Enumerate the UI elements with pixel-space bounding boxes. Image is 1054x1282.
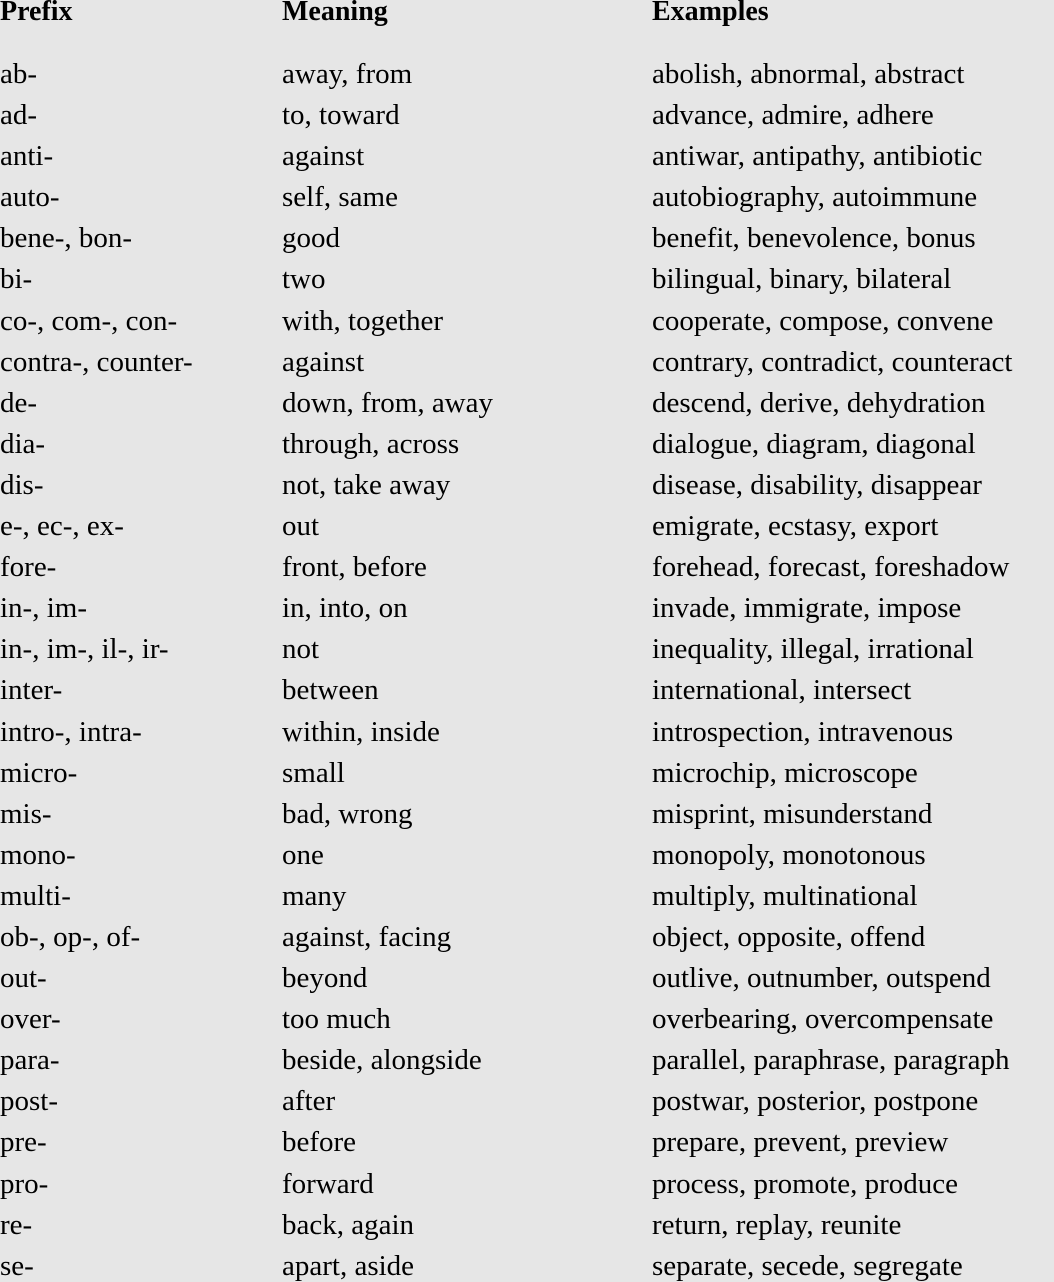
meaning-cell: in, into, on: [282, 592, 408, 625]
prefix-cell: anti-: [0, 140, 54, 173]
prefix-cell: auto-: [0, 181, 60, 214]
examples-cell: benefit, benevolence, bonus: [652, 222, 976, 255]
examples-cell: disease, disability, disappear: [652, 468, 982, 501]
prefix-cell: dia-: [0, 427, 46, 460]
prefix-cell: mis-: [0, 797, 52, 830]
examples-cell: advance, admire, adhere: [652, 99, 934, 132]
prefix-cell: ab-: [0, 58, 38, 90]
table-row: [0, 958, 1054, 999]
examples-cell: dialogue, diagram, diagonal: [652, 427, 976, 460]
header-prefix: Prefix: [0, 0, 73, 27]
meaning-cell: not, take away: [282, 468, 451, 501]
examples-cell: international, intersect: [652, 674, 912, 707]
meaning-cell: good: [282, 222, 340, 255]
examples-cell: antiwar, antipathy, antibiotic: [652, 140, 983, 173]
examples-cell: object, opposite, offend: [652, 920, 926, 953]
meaning-cell: away, from: [282, 58, 413, 90]
table-row: [0, 712, 1054, 753]
prefix-cell: e-, ec-, ex-: [0, 510, 124, 543]
examples-cell: abolish, abnormal, abstract: [652, 58, 965, 90]
examples-cell: monopoly, monotonous: [652, 838, 926, 871]
table-row: [0, 1081, 1054, 1122]
examples-cell: contrary, contradict, counteract: [652, 345, 1013, 378]
meaning-cell: against: [282, 140, 365, 173]
table-row: [0, 588, 1054, 629]
meaning-cell: out: [282, 510, 320, 543]
table-row: [0, 999, 1054, 1040]
meaning-cell: down, from, away: [282, 386, 494, 419]
table-row: [0, 218, 1054, 259]
prefix-cell: co-, com-, con-: [0, 304, 178, 337]
table-body: [0, 54, 1054, 1282]
prefix-cell: mono-: [0, 838, 76, 871]
meaning-cell: bad, wrong: [282, 797, 413, 830]
examples-cell: emigrate, ecstasy, export: [652, 510, 939, 543]
meaning-cell: one: [282, 838, 324, 871]
table-header-row: [0, 0, 1054, 26]
prefix-cell: re-: [0, 1208, 33, 1241]
table-row: [0, 136, 1054, 177]
table-row: [0, 177, 1054, 218]
examples-cell: inequality, illegal, irrational: [652, 633, 974, 666]
prefix-cell: bi-: [0, 263, 33, 296]
table-row: [0, 301, 1054, 342]
table-row: [0, 342, 1054, 383]
examples-cell: multiply, multinational: [652, 879, 918, 912]
meaning-cell: through, across: [282, 427, 460, 460]
prefix-cell: out-: [0, 962, 47, 995]
prefix-cell: contra-, counter-: [0, 345, 193, 378]
table-row: [0, 383, 1054, 424]
examples-cell: process, promote, produce: [652, 1167, 959, 1200]
meaning-cell: against, facing: [282, 920, 452, 953]
table-row: [0, 54, 1054, 95]
meaning-cell: forward: [282, 1167, 374, 1200]
table-row: [0, 506, 1054, 547]
examples-cell: bilingual, binary, bilateral: [652, 263, 952, 296]
table-row: [0, 1164, 1054, 1205]
meaning-cell: between: [282, 674, 379, 707]
prefix-cell: in-, im-: [0, 592, 87, 625]
meaning-cell: too much: [282, 1003, 391, 1036]
table-row: [0, 95, 1054, 136]
examples-cell: misprint, misunderstand: [652, 797, 933, 830]
header-examples: Examples: [652, 0, 769, 27]
table-row: [0, 465, 1054, 506]
table-row: [0, 1122, 1054, 1163]
meaning-cell: not: [282, 633, 320, 666]
table-row: [0, 753, 1054, 794]
examples-cell: introspection, intravenous: [652, 715, 954, 748]
prefix-cell: bene-, bon-: [0, 222, 133, 255]
table-row: [0, 1205, 1054, 1246]
meaning-cell: front, before: [282, 551, 427, 584]
prefix-cell: se-: [0, 1249, 34, 1282]
prefix-cell: intro-, intra-: [0, 715, 142, 748]
meaning-cell: self, same: [282, 181, 398, 214]
examples-cell: forehead, forecast, foreshadow: [652, 551, 1010, 584]
prefix-cell: ob-, op-, of-: [0, 920, 141, 953]
meaning-cell: beside, alongside: [282, 1044, 482, 1077]
meaning-cell: many: [282, 879, 347, 912]
prefix-cell: ad-: [0, 99, 38, 132]
meaning-cell: with, together: [282, 304, 444, 337]
prefix-cell: inter-: [0, 674, 63, 707]
prefix-cell: de-: [0, 386, 38, 419]
header-meaning: Meaning: [282, 0, 388, 27]
prefix-cell: fore-: [0, 551, 57, 584]
meaning-cell: apart, aside: [282, 1249, 415, 1282]
prefix-cell: pro-: [0, 1167, 49, 1200]
examples-cell: postwar, posterior, postpone: [652, 1085, 979, 1118]
table-row: [0, 835, 1054, 876]
table-row: [0, 1040, 1054, 1081]
meaning-cell: before: [282, 1126, 357, 1159]
examples-cell: autobiography, autoimmune: [652, 181, 978, 214]
table-row: [0, 424, 1054, 465]
examples-cell: prepare, prevent, preview: [652, 1126, 949, 1159]
prefix-cell: dis-: [0, 468, 44, 501]
meaning-cell: two: [282, 263, 326, 296]
table-row: [0, 876, 1054, 917]
table-row: [0, 917, 1054, 958]
prefix-cell: para-: [0, 1044, 60, 1077]
examples-cell: outlive, outnumber, outspend: [652, 962, 991, 995]
table-row: [0, 794, 1054, 835]
meaning-cell: against: [282, 345, 365, 378]
meaning-cell: within, inside: [282, 715, 440, 748]
examples-cell: microchip, microscope: [652, 756, 918, 789]
examples-cell: cooperate, compose, convene: [652, 304, 994, 337]
examples-cell: return, replay, reunite: [652, 1208, 902, 1241]
meaning-cell: back, again: [282, 1208, 415, 1241]
prefix-cell: multi-: [0, 879, 71, 912]
meaning-cell: beyond: [282, 962, 368, 995]
prefix-cell: post-: [0, 1085, 58, 1118]
examples-cell: descend, derive, dehydration: [652, 386, 986, 419]
examples-cell: invade, immigrate, impose: [652, 592, 962, 625]
table-row: [0, 1246, 1054, 1282]
table-row: [0, 259, 1054, 300]
examples-cell: separate, secede, segregate: [652, 1249, 963, 1282]
table-row: [0, 629, 1054, 670]
prefix-cell: pre-: [0, 1126, 47, 1159]
prefix-cell: micro-: [0, 756, 78, 789]
meaning-cell: small: [282, 756, 345, 789]
meaning-cell: after: [282, 1085, 336, 1118]
table-row: [0, 670, 1054, 711]
examples-cell: overbearing, overcompensate: [652, 1003, 994, 1036]
meaning-cell: to, toward: [282, 99, 400, 132]
prefix-cell: over-: [0, 1003, 61, 1036]
table-row: [0, 547, 1054, 588]
examples-cell: parallel, paraphrase, paragraph: [652, 1044, 1010, 1077]
prefix-cell: in-, im-, il-, ir-: [0, 633, 169, 666]
